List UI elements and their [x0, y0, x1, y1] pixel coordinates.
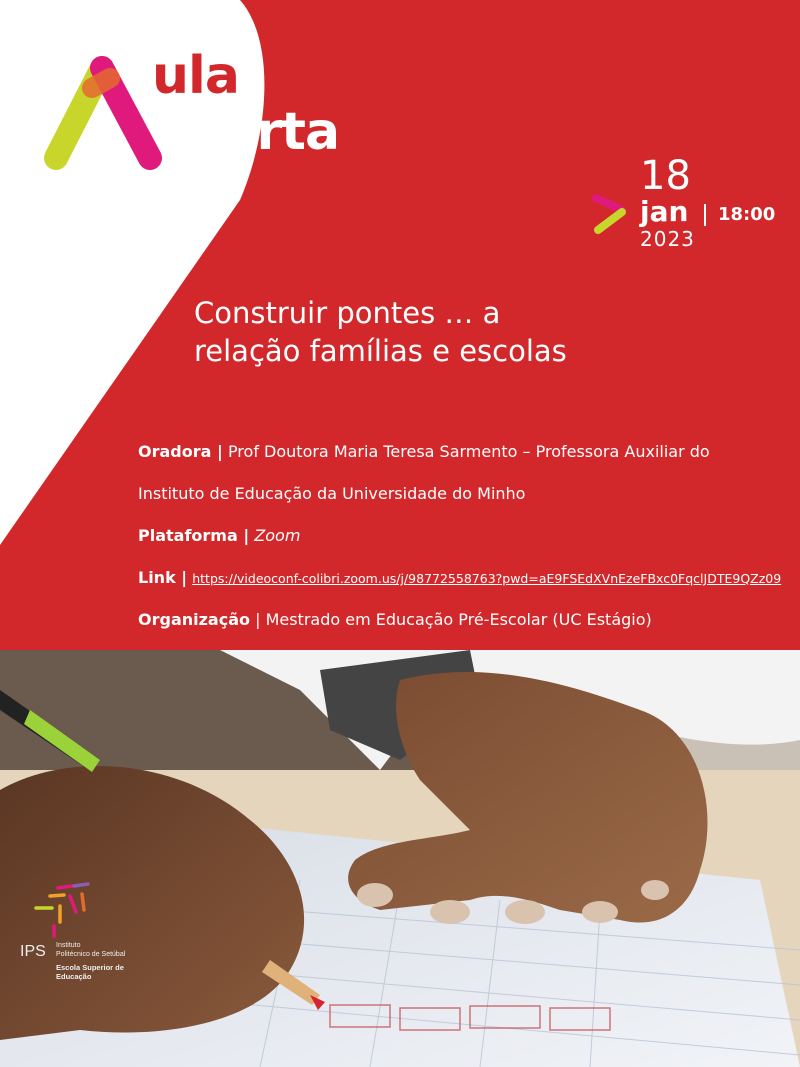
speaker-label: Oradora | [138, 442, 223, 461]
zoom-link[interactable]: https://videoconf-colibri.zoom.us/j/98772558763?pwd=aE9FSEdXVnEzeFBxc0FqclJDTE9QZz09 [192, 571, 782, 586]
ips-logo [20, 880, 160, 990]
date-month: jan [640, 195, 689, 228]
platform-row [138, 526, 300, 545]
child-writing-photo [0, 650, 800, 1067]
event-time: 18:00 [718, 204, 776, 225]
organization-row [138, 610, 652, 629]
link-row [138, 568, 781, 587]
ips-line-2: Politécnico de Setúbal [56, 951, 126, 958]
date-separator [704, 204, 706, 226]
link-label: Link | [138, 568, 188, 587]
speaker-value: Prof Doutora Maria Teresa Sarmento – Professora Auxiliar do [227, 442, 710, 461]
event-title-line-2: relação famílias e escolas [194, 334, 567, 368]
ips-line-1: Instituto [56, 942, 81, 949]
date-arrow-icon [592, 192, 632, 238]
speaker-row [138, 442, 710, 461]
ips-line-4: Educação [56, 972, 92, 981]
speaker-row-continued: Instituto de Educação da Universidade do Minho [138, 484, 526, 503]
aula-aberta-logo [40, 40, 360, 180]
ips-abbr: IPS [20, 943, 46, 960]
date-day: 18 [640, 153, 691, 199]
date-year: 2023 [640, 227, 695, 251]
event-title [194, 294, 754, 370]
platform-value: Zoom [254, 526, 301, 545]
ips-line-3: Escola Superior de [56, 963, 124, 972]
organization-value: | Mestrado em Educação Pré-Escolar (UC Estágio) [255, 610, 652, 629]
logo-word-ula: ula [152, 46, 239, 106]
event-date [592, 153, 792, 256]
platform-label: Plataforma | [138, 526, 250, 545]
organization-label: Organização [138, 610, 250, 629]
event-title-line-1: Construir pontes … a [194, 296, 501, 330]
logo-word-berta: berta [186, 102, 340, 162]
ips-mark-icon [30, 880, 100, 940]
